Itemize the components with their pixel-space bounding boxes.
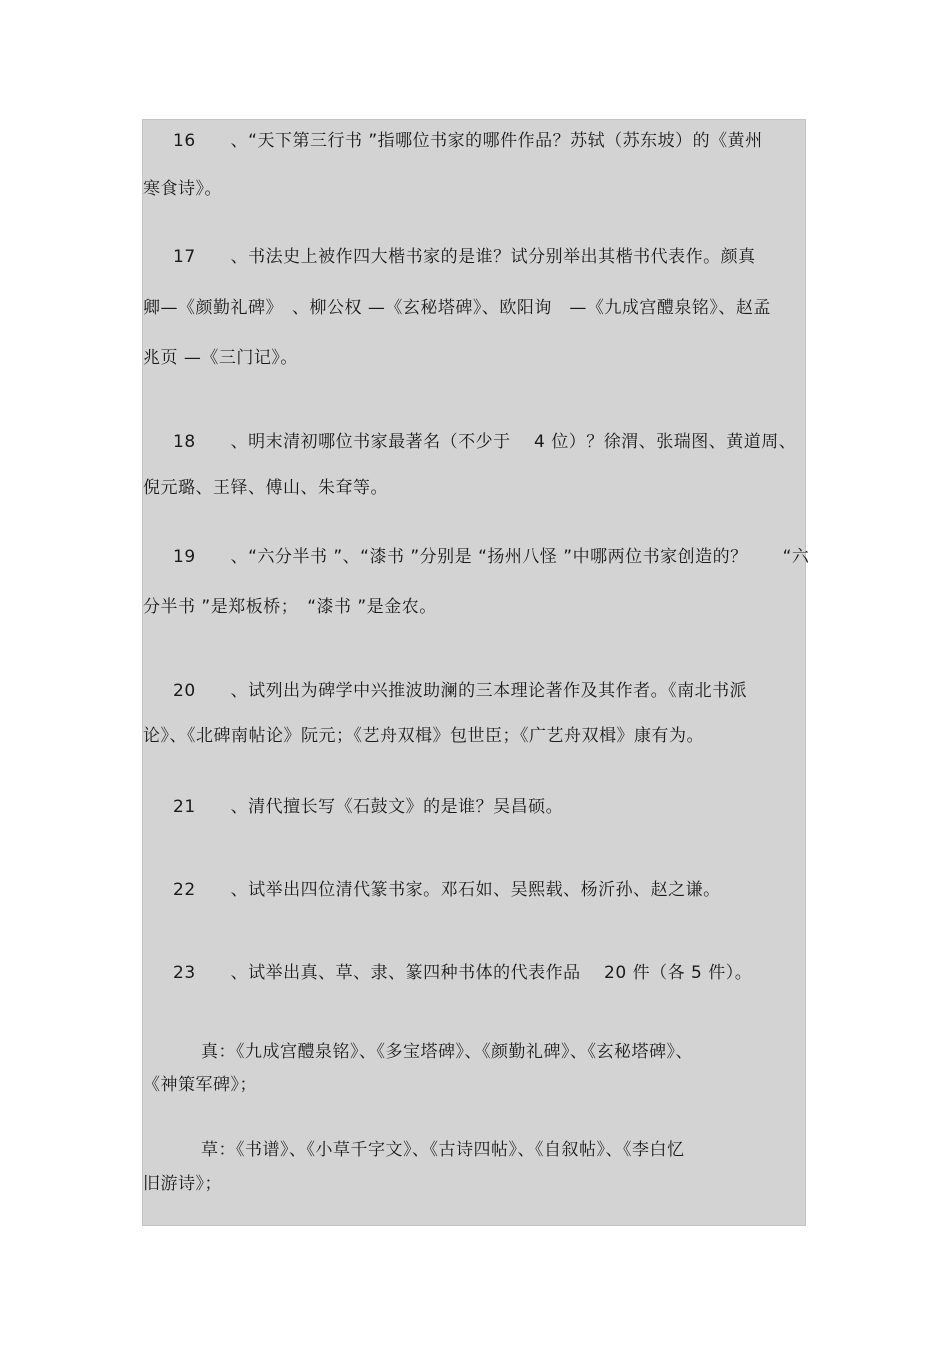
q20-line2: 论》、《北碑南帖论》阮元；《艺舟双楫》包世臣；《广艺舟双楫》康有为。 xyxy=(143,726,704,746)
q19-line1: 19 、“六分半书 ”、“漆书 ”分别是 “扬州八怪 ”中哪两位书家创造的？ “六 xyxy=(173,547,810,567)
q21-line1: 21 、清代擅长写《石鼓文》的是谁？吴昌硕。 xyxy=(173,797,564,817)
q23-line1: 23 、试举出真、草、隶、篆四种书体的代表作品 20 件（各 5 件）。 xyxy=(173,963,753,983)
cao-line2: 旧游诗》； xyxy=(143,1174,222,1194)
q16-line1: 16 、“天下第三行书 ”指哪位书家的哪件作品？苏轼（苏东坡）的《黄州 xyxy=(173,131,763,151)
q18-line1: 18 、明末清初哪位书家最著名（不少于 4 位）？徐渭、张瑞图、黄道周、 xyxy=(173,432,797,452)
q19-line2: 分半书 ”是郑板桥； “漆书 ”是金农。 xyxy=(143,597,437,617)
q16-line2: 寒食诗》。 xyxy=(143,179,222,199)
zhen-line1: 真：《九成宫醴泉铭》、《多宝塔碑》、《颜勤礼碑》、《玄秘塔碑》、 xyxy=(201,1042,693,1062)
zhen-line2: 《神策军碑》； xyxy=(143,1075,257,1095)
q18-line2: 倪元璐、王铎、傅山、朱耷等。 xyxy=(143,478,388,498)
q17-line1: 17 、书法史上被作四大楷书家的是谁？试分别举出其楷书代表作。颜真 xyxy=(173,247,756,267)
q20-line1: 20 、试列出为碑学中兴推波助澜的三本理论著作及其作者。《南北书派 xyxy=(173,681,748,701)
q17-line3: 兆页 —《三门记》。 xyxy=(143,348,298,368)
cao-line1: 草：《书谱》、《小草千字文》、《古诗四帖》、《自叙帖》、《李白忆 xyxy=(201,1140,685,1160)
q17-line2: 卿—《颜勤礼碑》 、柳公权 —《玄秘塔碑》、欧阳询 —《九成宫醴泉铭》、赵孟 xyxy=(143,298,771,318)
q22-line1: 22 、试举出四位清代篆书家。邓石如、吴熙载、杨沂孙、赵之谦。 xyxy=(173,880,721,900)
